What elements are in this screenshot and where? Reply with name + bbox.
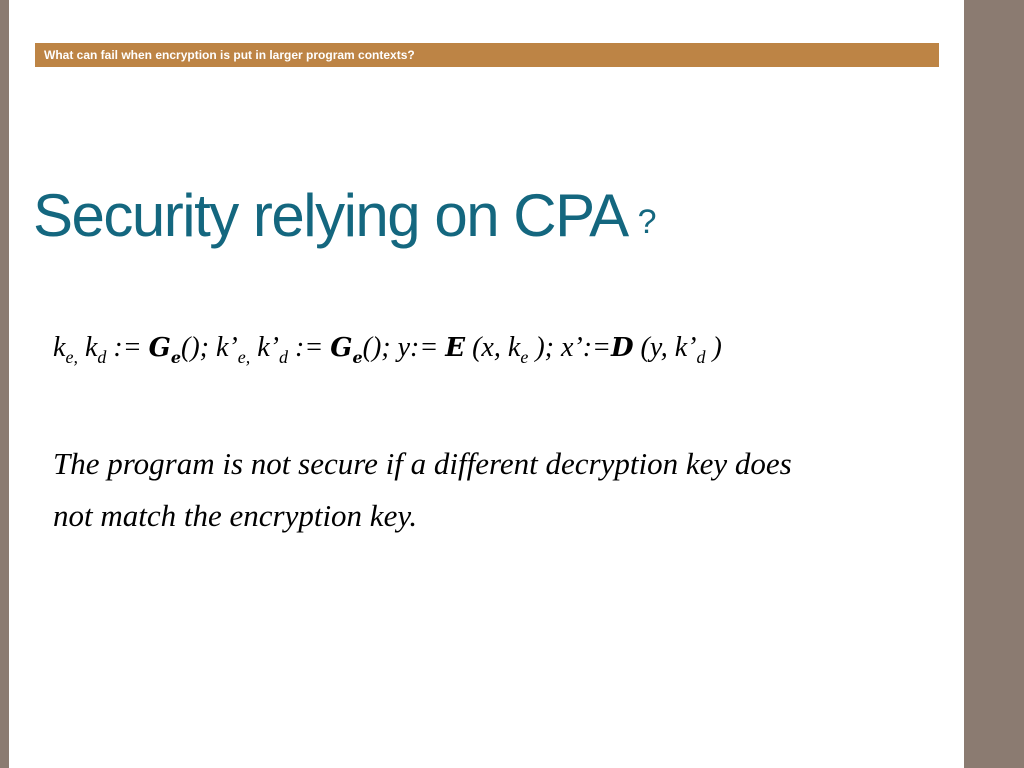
header-text: What can fail when encryption is put in larger program contexts?	[44, 48, 415, 62]
title-text: Security relying on CPA	[33, 182, 628, 249]
formula-G: G	[148, 333, 171, 363]
formula-k-prime: k’	[674, 332, 697, 363]
formula-G-sub-e: e	[352, 348, 363, 367]
formula-sub-d: d	[97, 347, 107, 367]
formula-dec-args-close: )	[705, 332, 722, 363]
formula-k-prime: k’	[215, 332, 238, 363]
formula-G-sub-e: e	[170, 348, 181, 367]
formula-assign: :=	[106, 332, 149, 363]
formula-call-end: ();	[181, 332, 216, 363]
header-bar	[35, 43, 939, 67]
formula-enc-args-close: );	[528, 332, 561, 363]
statement	[53, 438, 953, 542]
formula	[53, 334, 953, 366]
formula-sub-e-comma	[65, 347, 78, 367]
formula-sub-e: e	[65, 347, 74, 367]
formula-comma: ,	[245, 347, 251, 367]
formula-G: G	[330, 333, 353, 363]
formula-call-end: ();	[362, 332, 398, 363]
formula-k-prime: k’	[257, 332, 280, 363]
formula-comma: ,	[73, 347, 78, 367]
formula-enc-args-open: (x,	[465, 332, 508, 363]
formula-k: k	[507, 332, 521, 363]
slide-title	[33, 182, 657, 249]
formula-k: k	[53, 332, 66, 363]
formula-y-assign: y:=	[397, 332, 446, 363]
left-border	[0, 0, 9, 768]
formula-sub-e-comma	[238, 347, 251, 367]
right-border	[964, 0, 1024, 768]
formula-k: k	[84, 332, 98, 363]
statement-line-2: not match the encryption key.	[53, 498, 418, 533]
formula-sub-e: e	[237, 347, 246, 367]
formula-sub-d: d	[696, 347, 706, 367]
formula-space	[78, 332, 85, 363]
formula-dec-args-open: (y,	[633, 332, 675, 363]
statement-line-1: The program is not secure if a different decryption key does	[53, 446, 792, 481]
formula-E: E	[445, 333, 466, 363]
formula-assign: :=	[288, 332, 331, 363]
title-question-mark: ?	[637, 203, 657, 241]
formula-D: D	[610, 333, 634, 363]
formula-sub-d: d	[279, 347, 289, 367]
formula-x-assign: x’:=	[560, 332, 611, 363]
formula-sub-e: e	[520, 347, 529, 367]
